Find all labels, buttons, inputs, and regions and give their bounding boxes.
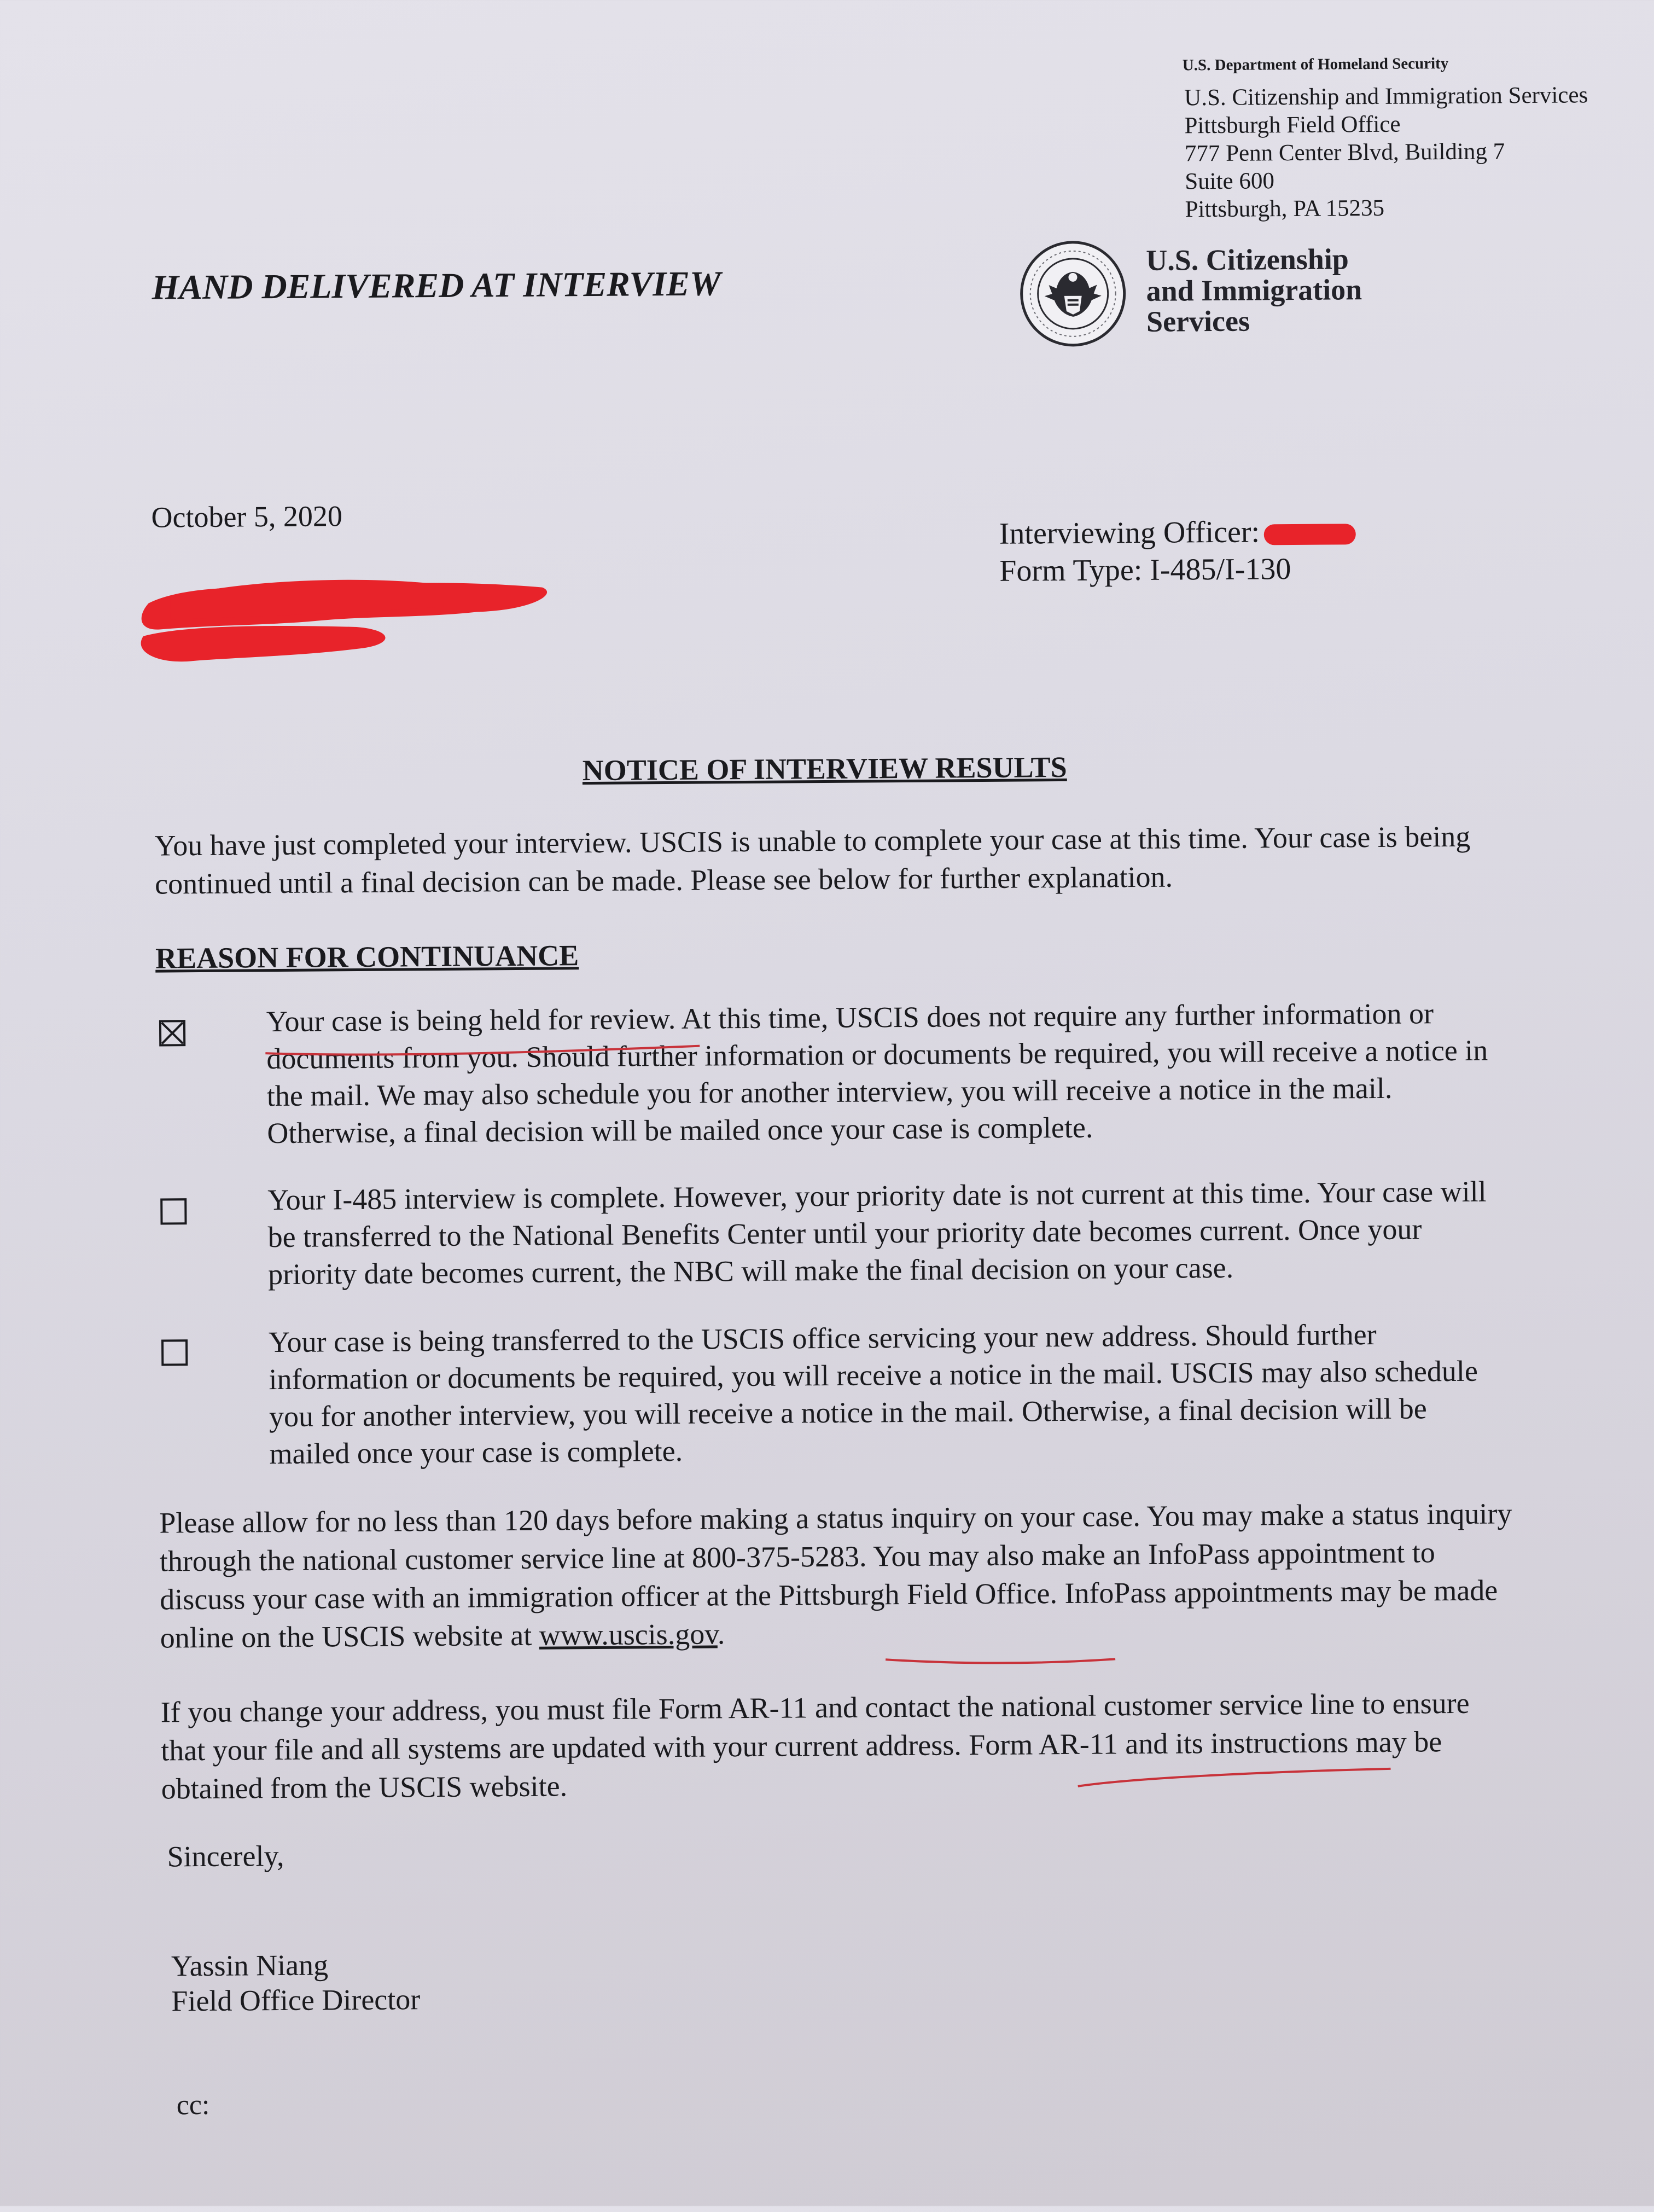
logo-line: and Immigration — [1146, 273, 1362, 307]
pen-underline-ar11 — [1078, 1769, 1391, 1786]
option-held-for-review: Your case is being held for review. At this time, USCIS does not require any further information or documents from you. Should further information or documents be required, you will receive a notice in the mail. We may also schedule you for another interview, you will receive a notice in the mail. Otherwise, a final decision will be mailed once your case is complete. — [266, 997, 1488, 1150]
inquiry-end: . — [717, 1617, 725, 1651]
cc-label: cc: — [176, 2089, 210, 2121]
notice-title: NOTICE OF INTERVIEW RESULTS — [582, 750, 1067, 787]
letter-date: October 5, 2020 — [151, 500, 343, 534]
officer-label: Interviewing Officer: — [999, 515, 1260, 551]
signer-title: Field Office Director — [171, 1983, 421, 2018]
address-line: Suite 600 — [1185, 168, 1275, 195]
option-transferred: Your case is being transferred to the USCIS office servicing your new address. Should further information or documents be required, you will receive a notice in the mail. USCIS may also schedule you for another interview, you will receive a notice in the mail. Otherwise, a final decision will be mailed once your case is complete. — [268, 1317, 1478, 1471]
pen-underline-website — [886, 1658, 1115, 1664]
pen-strike-line — [265, 1046, 700, 1055]
address-change-paragraph: If you change your address, you must file Form AR-11 and contact the national customer service line to ensure that your file and all systems are updated with your current address. Form AR-11 and its instructions may be obtained from the USCIS website. — [160, 1686, 1470, 1805]
intro-paragraph: You have just completed your interview. USCIS is unable to complete your case at this time. Your case is being continued until a final decision can be made. Please see below for further explanation. — [154, 820, 1471, 901]
closing: Sincerely, — [167, 1839, 284, 1873]
option-priority-date: Your I-485 interview is complete. However, your priority date is not current at this time. Your case will be transferred to the National Benefits Center until your priority date becomes current. Once your priority date becomes current, the NBC will make the final decision on your case. — [267, 1175, 1487, 1291]
address-line: Pittsburgh, PA 15235 — [1185, 195, 1385, 223]
logo-line: U.S. Citizenship — [1146, 242, 1349, 277]
inquiry-text: Please allow for no less than 120 days before making a status inquiry on your case. You may make a status inquiry through the national customer service line at 800-375-5283. You may also make an InfoPass appointment to discuss your case with an immigration officer at the Pittsburgh Field Office. InfoPass appointments may be made online on the USCIS website at — [159, 1497, 1512, 1654]
signer-name: Yassin Niang — [171, 1948, 329, 1983]
department-line: U.S. Department of Homeland Security — [1182, 55, 1449, 74]
logo-line: Services — [1146, 304, 1250, 338]
address-line: 777 Penn Center Blvd, Building 7 — [1184, 138, 1505, 167]
reason-heading: REASON FOR CONTINUANCE — [155, 939, 579, 975]
address-line: Pittsburgh Field Office — [1184, 111, 1401, 139]
uscis-website-link[interactable]: www.uscis.gov — [539, 1617, 718, 1652]
address-line: U.S. Citizenship and Immigration Services — [1184, 82, 1588, 111]
hand-delivered-note: HAND DELIVERED AT INTERVIEW — [152, 264, 721, 307]
form-type: Form Type: I-485/I-130 — [999, 552, 1291, 588]
